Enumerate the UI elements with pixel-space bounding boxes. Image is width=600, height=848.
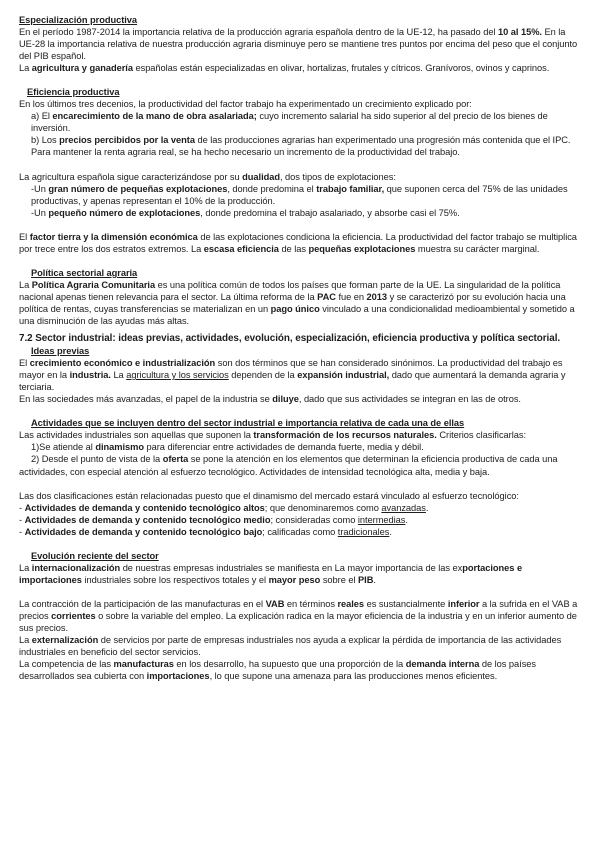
text-bold: industria. (69, 370, 111, 381)
text: dependen de la (228, 370, 298, 381)
text-underlined: agricultura y los servicios (126, 370, 229, 381)
text: cuyo incremento salarial ha sido superior al del precio de los bienes de inversión. (31, 111, 548, 134)
list-item (19, 441, 582, 453)
text: se pone la atención en los elementos que determinan la eficiencia productiva de cada una actividades, con especial atención al esfuerzo tecnológico. Actividades de intensidad tecnológica alta, media y baja. (19, 454, 558, 477)
text-bold: Política Agraria Comunitaria (31, 279, 156, 290)
text: El (19, 231, 30, 242)
heading-actividades: Actividades que se incluyen dentro del sector industrial e importancia relativa de cada una de ellas (31, 418, 465, 429)
text: muestra su carácter marginal. (415, 243, 540, 254)
text: de los países desarrollados sea cubierta con (19, 659, 537, 682)
text: españolas están especializadas en olivar, hortalizas, frutales y cítricos. Granívoros, ovinos y caprinos. (132, 63, 550, 74)
list-item (19, 110, 582, 134)
text: de nuestras empresas industriales se manifiesta en La mayor importancia de las ex (120, 562, 463, 573)
text-bold: transformación de los recursos naturales. (253, 430, 437, 441)
text-bold: Actividades de demanda y contenido tecnológico bajo (24, 526, 263, 537)
text: La agricultura española sigue caracterizándose por su (19, 171, 243, 182)
text: . (373, 574, 376, 585)
text: son dos términos que se han considerado sinónimos. La productividad del trabajo es mayor en la (19, 358, 563, 381)
list-item (19, 207, 582, 219)
heading-politica-agraria: Política sectorial agraria (31, 267, 138, 278)
paragraph (19, 171, 582, 183)
text: La (19, 279, 32, 290)
text: ; consideradas como (270, 514, 358, 525)
text: , lo que supone una amenaza para las producciones menos eficientes. (209, 671, 498, 682)
paragraph (19, 357, 582, 393)
list-item (19, 526, 582, 538)
paragraph (19, 634, 582, 658)
text-bold: gran número de pequeñas explotaciones (48, 183, 228, 194)
text: En las sociedades más avanzadas, el papel de la industria se (19, 394, 273, 405)
text-bold: encarecimiento de la mano de obra asalariada; (52, 111, 257, 122)
text: a la sufrida en el VAB a precios (19, 598, 578, 621)
text: para diferenciar entre actividades de demanda fuerte, media y débil. (143, 442, 424, 453)
text: de servicios por parte de empresas industriales nos ayuda a explicar la pérdida de importancia de las actividades industriales en beneficio del sector servicios. (19, 635, 562, 658)
list-item (19, 502, 582, 514)
text: industriales sobre los respectivos totales y el (81, 574, 269, 585)
text: Criterios clasificarlas: (436, 430, 526, 441)
text-underlined: intermedias (357, 514, 406, 525)
text-bold: oferta (162, 454, 189, 465)
paragraph (19, 62, 582, 74)
text-bold: dualidad (242, 171, 280, 182)
text: que suponen cerca del 75% de las unidades productivas, y apenas representan el 10% de la producción. (31, 183, 568, 206)
text: , donde predomina el (227, 183, 317, 194)
paragraph (19, 658, 582, 682)
text: de las producciones agrarias han experimentado una progresión más contenida que el IPC. Para mantener la renta agraria real, se ha hecho necesario un incremento de la productividad del trabajo. (31, 135, 571, 158)
text-bold: precios percibidos por la venta (59, 135, 195, 146)
text-bold: PIB (358, 574, 374, 585)
section-title: 7.2 Sector industrial: ideas previas, actividades, evolución, especialización, eficiencia productiva y política sectorial. (19, 333, 561, 345)
list-item (19, 453, 582, 477)
text: en términos (284, 598, 338, 609)
text-bold: trabajo familiar, (316, 183, 385, 194)
text-bold: 10 al 15%. (498, 27, 542, 38)
text: En el período 1987-2014 la importancia relativa de la producción agraria española dentro de la UE-12, ha pasado del (19, 27, 498, 38)
text: b) Los (31, 135, 60, 146)
text: sobre el (320, 574, 359, 585)
text-bold: portaciones e importaciones (19, 562, 523, 585)
text-bold: externalización (31, 635, 99, 646)
paragraph (19, 231, 582, 255)
paragraph: En los últimos tres decenios, la productividad del factor trabajo ha experimentado un crecimiento explicado por: (19, 99, 472, 110)
text: vinculado a una condicionalidad medioambiental y sometido a una disminución de las ayudas más altas. (19, 303, 575, 326)
text-bold: pequeño número de explotaciones (48, 207, 201, 218)
text: La (110, 370, 127, 381)
heading-especializacion: Especialización productiva (19, 15, 138, 25)
text: dado que aumentará la demanda agraria y terciaria. (19, 370, 566, 393)
paragraph (19, 598, 582, 634)
text: o sobre la variable del empleo. La explicación radica en la mayor eficiencia de la industria y en un inferior aumento de sus precios. (19, 610, 577, 633)
list-item (19, 183, 582, 207)
text: de las (278, 243, 309, 254)
list-item (19, 134, 582, 158)
text: . (405, 514, 408, 525)
text: ; calificadas como (262, 526, 338, 537)
text-bold: corrientes (51, 610, 96, 621)
text-bold: Actividades de demanda y contenido tecnológico altos (24, 502, 265, 513)
text: es una política común de todos los países que forman parte de la UE. La singularidad de la política nacional apenas tienen relevancia para el sector. La última reforma de la (19, 279, 561, 302)
text: . (389, 526, 392, 537)
text: ; que denominaremos como (264, 502, 382, 513)
text: - (19, 526, 25, 537)
paragraph (19, 279, 582, 327)
text-bold: agricultura y ganadería (31, 63, 133, 74)
text: a) El (31, 111, 53, 122)
text-bold: internacionalización (31, 562, 121, 573)
paragraph (19, 26, 582, 62)
text-bold: pequeñas explotaciones (308, 243, 416, 254)
text: fue en (335, 291, 367, 302)
text: En la UE-28 la importancia relativa de nuestra producción agraria disminuye pero se mantiene tres puntos por encima del peso que el conjunto del PIB español. (19, 27, 578, 62)
text-bold: crecimiento económico e industrialización (29, 358, 216, 369)
text-bold: manufacturas (113, 659, 174, 670)
text: , dado que sus actividades se integran en las de otros. (298, 394, 521, 405)
text: - (19, 502, 25, 513)
text-bold: dinamismo (95, 442, 144, 453)
text: 1)Se atiende al (31, 442, 96, 453)
text: . (425, 502, 429, 513)
paragraph: Las dos clasificaciones están relacionadas puesto que el dinamismo del mercado estará vinculado al esfuerzo tecnológico: (19, 490, 519, 501)
heading-evolucion: Evolución reciente del sector (31, 550, 159, 561)
text-bold: escasa eficiencia (203, 243, 279, 254)
text-bold: PAC (317, 291, 336, 302)
text: La (19, 562, 32, 573)
text-bold: Actividades de demanda y contenido tecnológico medio (24, 514, 271, 525)
text-bold: expansión industrial, (297, 370, 390, 381)
text: y se caracterizó por su evolución hacia una política de rentas, cuyas transferencias se materializan en un (19, 291, 566, 314)
text: Las actividades industriales son aquellas que suponen la (19, 430, 254, 441)
text: La contracción de la participación de las manufacturas en el (19, 598, 266, 609)
text: , donde predomina el trabajo asalariado, y absorbe casi el 75%. (200, 207, 460, 218)
text: La (19, 635, 32, 646)
paragraph (19, 562, 582, 586)
text: es sustancialmente (364, 598, 448, 609)
text-bold: importaciones (146, 671, 210, 682)
text-bold: factor tierra y la dimensión económica (29, 231, 198, 242)
text: La competencia de las (19, 659, 114, 670)
text: -Un (31, 207, 49, 218)
text-bold: 2013 (366, 291, 388, 302)
text-bold: diluye (272, 394, 299, 405)
text-underlined: tradicionales (337, 526, 390, 537)
text: en los desarrollo, ha supuesto que una proporción de la (173, 659, 406, 670)
text: - (19, 514, 25, 525)
text-bold: reales (337, 598, 365, 609)
text: La (19, 63, 32, 74)
heading-ideas-previas: Ideas previas (31, 346, 90, 357)
paragraph (19, 393, 582, 405)
text-bold: VAB (265, 598, 285, 609)
text: de las explotaciones condiciona la eficiencia. La productividad del factor trabajo se multiplica por trece entre los dos estratos extremos. La (19, 231, 577, 254)
text: , dos tipos de explotaciones: (279, 171, 396, 182)
text-underlined: avanzadas (381, 502, 426, 513)
list-item (19, 514, 582, 526)
text: El (19, 358, 30, 369)
text: -Un (31, 183, 49, 194)
text-bold: inferior (447, 598, 480, 609)
text-bold: demanda interna (405, 659, 480, 670)
heading-eficiencia: Eficiencia productiva (27, 87, 120, 98)
paragraph (19, 429, 582, 441)
text: 2) Desde el punto de vista de la (31, 454, 163, 465)
text-bold: mayor peso (268, 574, 321, 585)
text-bold: pago único (270, 303, 320, 314)
